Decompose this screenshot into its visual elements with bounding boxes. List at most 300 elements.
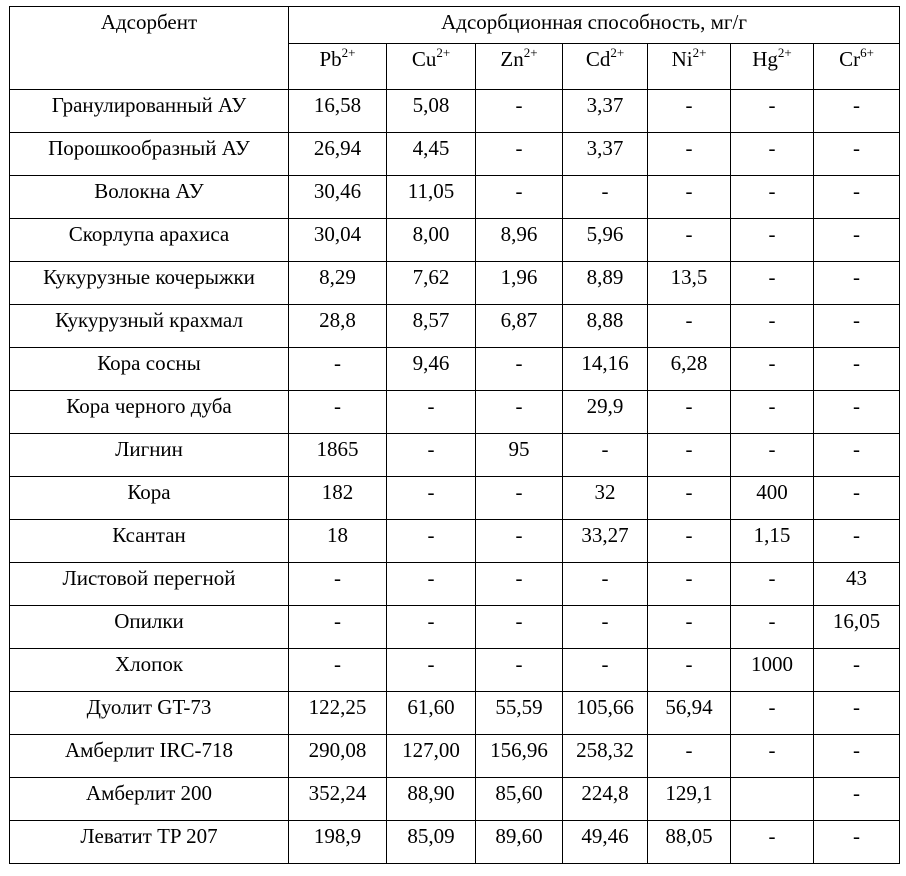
table-row: [10, 262, 900, 305]
capacity-value: 8,29: [319, 265, 356, 289]
value-cell: [289, 649, 387, 692]
capacity-value: 9,46: [412, 351, 450, 375]
ion-label: [816, 44, 897, 74]
value-cell: [814, 133, 900, 176]
capacity-value: -: [768, 824, 776, 848]
ion-charge: 2+: [436, 45, 451, 60]
adsorbent-name-cell: [10, 477, 289, 520]
value-cell: [476, 821, 563, 864]
capacity-value: -: [685, 136, 693, 160]
value-cell: [563, 735, 648, 778]
capacity-value: -: [515, 136, 523, 160]
adsorbent-name-cell: [10, 563, 289, 606]
value-cell: [814, 520, 900, 563]
ion-charge: 2+: [692, 45, 707, 60]
header-row: [10, 7, 900, 44]
value-cell: [476, 176, 563, 219]
capacity-value: -: [515, 480, 523, 504]
ion-symbol: Ni: [671, 47, 693, 71]
value-cell: [731, 348, 814, 391]
value-cell: [814, 90, 900, 133]
capacity-value: -: [853, 179, 861, 203]
capacity-value: -: [853, 695, 861, 719]
capacity-value: 11,05: [407, 179, 455, 203]
value-cell: [289, 176, 387, 219]
capacity-value: 127,00: [402, 738, 460, 762]
value-cell: [563, 649, 648, 692]
value-cell: [289, 778, 387, 821]
capacity-value: -: [685, 93, 693, 117]
value-cell: [731, 563, 814, 606]
value-cell: [476, 305, 563, 348]
value-cell: [387, 305, 476, 348]
value-cell: [563, 477, 648, 520]
value-cell: [814, 176, 900, 219]
value-cell: [814, 563, 900, 606]
capacity-value: -: [768, 394, 776, 418]
adsorbent-name: Кукурузный крахмал: [55, 308, 243, 332]
adsorbent-name: Амберлит 200: [85, 781, 213, 805]
capacity-value: 8,89: [586, 265, 624, 289]
capacity-value: -: [853, 523, 861, 547]
adsorbent-name-cell: [10, 219, 289, 262]
capacity-value: -: [334, 394, 341, 418]
ion-label: [565, 44, 645, 74]
capacity-value: -: [601, 566, 609, 590]
capacity-value: -: [685, 308, 693, 332]
value-cell: [648, 606, 731, 649]
ion-symbol: Cr: [839, 47, 861, 71]
value-cell: [289, 477, 387, 520]
capacity-value: 7,62: [412, 265, 450, 289]
value-cell: [648, 692, 731, 735]
capacity-value: -: [768, 179, 776, 203]
capacity-value: -: [685, 609, 693, 633]
adsorbent-name: Опилки: [114, 609, 184, 633]
value-cell: [476, 649, 563, 692]
value-cell: [387, 778, 476, 821]
value-cell: [289, 348, 387, 391]
value-cell: [563, 563, 648, 606]
adsorbent-name: Порошкообразный АУ: [48, 136, 250, 160]
capacity-value: -: [515, 351, 523, 375]
value-cell: [648, 133, 731, 176]
ion-header-cell: [563, 44, 648, 90]
capacity-value: 56,94: [665, 695, 713, 719]
capacity-value: -: [685, 222, 693, 246]
capacity-value: 6,28: [670, 351, 708, 375]
value-cell: [731, 520, 814, 563]
capacity-value: -: [768, 738, 776, 762]
ion-symbol: Hg: [752, 47, 778, 71]
table-row: [10, 606, 900, 649]
value-cell: [648, 90, 731, 133]
value-cell: [387, 219, 476, 262]
adsorbent-name-cell: [10, 649, 289, 692]
capacity-value: 43: [846, 566, 868, 590]
capacity-value: -: [601, 179, 609, 203]
adsorbent-name: Волокна АУ: [94, 179, 204, 203]
capacity-value: -: [768, 695, 776, 719]
value-cell: [476, 778, 563, 821]
table-row: [10, 90, 900, 133]
value-cell: [648, 735, 731, 778]
adsorbent-name-cell: [10, 606, 289, 649]
capacity-value: 129,1: [665, 781, 713, 805]
capacity-value: 88,90: [407, 781, 455, 805]
capacity-value: -: [853, 394, 861, 418]
capacity-value: 122,25: [308, 695, 367, 719]
capacity-value: 30,46: [313, 179, 362, 203]
capacity-value: -: [768, 566, 776, 590]
value-cell: [563, 305, 648, 348]
capacity-value: 1000: [751, 652, 793, 676]
value-cell: [476, 692, 563, 735]
capacity-value: -: [515, 179, 523, 203]
value-cell: [476, 563, 563, 606]
capacity-value: -: [601, 652, 609, 676]
value-cell: [648, 262, 731, 305]
capacity-value: 14,16: [581, 351, 629, 375]
value-cell: [387, 348, 476, 391]
ion-charge: 6+: [860, 45, 874, 60]
value-cell: [563, 821, 648, 864]
capacity-value: -: [685, 652, 693, 676]
adsorbent-name-cell: [10, 692, 289, 735]
ion-charge: 2+: [777, 45, 792, 60]
value-cell: [289, 606, 387, 649]
ion-label: [291, 44, 384, 74]
value-cell: [289, 692, 387, 735]
capacity-value: -: [601, 437, 609, 461]
ion-symbol: Zn: [500, 47, 524, 71]
value-cell: [731, 735, 814, 778]
capacity-value: 89,60: [495, 824, 543, 848]
table-row: [10, 692, 900, 735]
capacity-value: 3,37: [586, 136, 624, 160]
value-cell: [563, 90, 648, 133]
value-cell: [563, 133, 648, 176]
capacity-value: -: [768, 222, 776, 246]
capacity-value: -: [685, 394, 693, 418]
value-cell: [814, 391, 900, 434]
capacity-value: 156,96: [490, 738, 548, 762]
capacity-value: 16,58: [313, 93, 362, 117]
capacity-value: 6,87: [500, 308, 538, 332]
table-row: [10, 434, 900, 477]
capacity-value: -: [515, 652, 523, 676]
capacity-value: -: [768, 351, 776, 375]
capacity-value: 198,9: [313, 824, 362, 848]
capacity-value: 352,24: [308, 781, 367, 805]
value-cell: [289, 821, 387, 864]
capacity-value: 85,09: [407, 824, 455, 848]
value-cell: [814, 606, 900, 649]
value-cell: [563, 434, 648, 477]
capacity-value: -: [768, 437, 776, 461]
value-cell: [731, 219, 814, 262]
value-cell: [648, 434, 731, 477]
capacity-value: 1865: [316, 437, 359, 461]
adsorbent-name-cell: [10, 391, 289, 434]
table-row: [10, 563, 900, 606]
capacity-value: 28,8: [319, 308, 356, 332]
capacity-value: -: [427, 523, 435, 547]
value-cell: [387, 434, 476, 477]
adsorbent-name: Гранулированный АУ: [51, 93, 247, 117]
adsorbent-name: Хлопок: [114, 652, 184, 676]
adsorbent-name: Ксантан: [112, 523, 186, 547]
capacity-value: -: [853, 93, 861, 117]
capacity-value: -: [515, 523, 523, 547]
value-cell: [648, 305, 731, 348]
value-cell: [648, 520, 731, 563]
adsorbent-name: Кукурузные кочерыжки: [43, 265, 255, 289]
capacity-value: -: [853, 652, 861, 676]
capacity-value: 85,60: [495, 781, 543, 805]
value-cell: [731, 778, 814, 821]
ion-label: [389, 44, 473, 74]
value-cell: [289, 219, 387, 262]
value-cell: [289, 90, 387, 133]
adsorbent-name: Кора: [127, 480, 171, 504]
value-cell: [289, 563, 387, 606]
capacity-value: -: [853, 480, 861, 504]
value-cell: [476, 391, 563, 434]
capacity-value: -: [601, 609, 609, 633]
table-row: [10, 391, 900, 434]
adsorbent-name: Дуолит GT-73: [86, 695, 212, 719]
value-cell: [648, 391, 731, 434]
capacity-value: -: [427, 652, 435, 676]
adsorbent-name-cell: [10, 778, 289, 821]
table-row: [10, 649, 900, 692]
adsorbent-name-cell: [10, 348, 289, 391]
table-row: [10, 735, 900, 778]
capacity-value: 88,05: [665, 824, 713, 848]
value-cell: [814, 735, 900, 778]
adsorption-capacity-table: [9, 6, 900, 864]
ion-label: [650, 44, 728, 74]
capacity-value: -: [515, 93, 523, 117]
capacity-value: -: [334, 351, 341, 375]
capacity-value: -: [427, 394, 435, 418]
value-cell: [387, 563, 476, 606]
value-cell: [289, 305, 387, 348]
adsorbent-name-cell: [10, 735, 289, 778]
value-cell: [731, 821, 814, 864]
capacity-value: [733, 778, 811, 781]
value-cell: [731, 477, 814, 520]
adsorbent-name: Кора черного дуба: [66, 394, 232, 418]
adsorbent-name-cell: [10, 434, 289, 477]
capacity-value: 8,57: [412, 308, 450, 332]
capacity-value: 8,88: [586, 308, 624, 332]
capacity-value: -: [853, 824, 861, 848]
value-cell: [814, 305, 900, 348]
capacity-value: -: [853, 437, 861, 461]
capacity-value: -: [853, 222, 861, 246]
capacity-value: 26,94: [313, 136, 362, 160]
value-cell: [387, 90, 476, 133]
capacity-value: -: [853, 781, 861, 805]
ion-header-cell: [476, 44, 563, 90]
ion-header-cell: [289, 44, 387, 90]
value-cell: [563, 778, 648, 821]
value-cell: [731, 305, 814, 348]
value-cell: [563, 391, 648, 434]
value-cell: [648, 563, 731, 606]
table-row: [10, 133, 900, 176]
capacity-value: 182: [321, 480, 354, 504]
value-cell: [814, 219, 900, 262]
value-cell: [476, 133, 563, 176]
capacity-value: 32: [594, 480, 616, 504]
value-cell: [387, 262, 476, 305]
capacity-value: 29,9: [586, 394, 624, 418]
ion-header-cell: [648, 44, 731, 90]
value-cell: [563, 520, 648, 563]
capacity-value: 8,96: [500, 222, 538, 246]
ion-header-cell: [387, 44, 476, 90]
capacity-value: -: [685, 480, 693, 504]
ion-header-cell: [731, 44, 814, 90]
value-cell: [563, 348, 648, 391]
value-cell: [476, 520, 563, 563]
table-row: [10, 305, 900, 348]
ion-label: [733, 44, 811, 74]
value-cell: [387, 735, 476, 778]
capacity-value: -: [853, 136, 861, 160]
value-cell: [476, 219, 563, 262]
capacity-value: -: [515, 566, 523, 590]
table-row: [10, 176, 900, 219]
value-cell: [387, 391, 476, 434]
capacity-value: 33,27: [581, 523, 629, 547]
value-cell: [387, 606, 476, 649]
value-cell: [387, 133, 476, 176]
capacity-value: 4,45: [412, 136, 450, 160]
value-cell: [814, 477, 900, 520]
value-cell: [387, 520, 476, 563]
value-cell: [731, 133, 814, 176]
table-row: [10, 821, 900, 864]
capacity-value: -: [427, 566, 435, 590]
ion-charge: 2+: [341, 45, 356, 60]
capacity-value: 3,37: [586, 93, 624, 117]
value-cell: [387, 649, 476, 692]
capacity-value: -: [768, 609, 776, 633]
adsorbent-name: Леватит TP 207: [80, 824, 218, 848]
capacity-value: -: [334, 652, 341, 676]
adsorbent-name: Лигнин: [115, 437, 183, 461]
capacity-value: -: [768, 265, 776, 289]
value-cell: [289, 262, 387, 305]
capacity-value: -: [685, 566, 693, 590]
adsorbent-name-cell: [10, 821, 289, 864]
value-cell: [648, 649, 731, 692]
value-cell: [648, 821, 731, 864]
value-cell: [731, 391, 814, 434]
value-cell: [476, 477, 563, 520]
capacity-value: -: [427, 437, 435, 461]
ion-symbol: Cd: [585, 47, 611, 71]
table-row: [10, 348, 900, 391]
capacity-value: -: [515, 609, 523, 633]
adsorbent-name-cell: [10, 176, 289, 219]
value-cell: [387, 821, 476, 864]
capacity-value: 5,08: [412, 93, 450, 117]
adsorbent-name-cell: [10, 262, 289, 305]
ion-charge: 2+: [523, 45, 538, 60]
capacity-value: 290,08: [308, 738, 367, 762]
capacity-value: -: [768, 93, 776, 117]
value-cell: [476, 348, 563, 391]
value-cell: [387, 176, 476, 219]
adsorbent-name-cell: [10, 305, 289, 348]
value-cell: [731, 434, 814, 477]
value-cell: [731, 606, 814, 649]
value-cell: [387, 477, 476, 520]
value-cell: [476, 434, 563, 477]
value-cell: [648, 348, 731, 391]
value-cell: [731, 262, 814, 305]
header-capacity-label: Адсорбционная способность, мг/г: [441, 10, 747, 34]
capacity-value: -: [853, 351, 861, 375]
header-adsorbent-label: Адсорбент: [100, 10, 198, 34]
capacity-value: 400: [756, 480, 788, 504]
capacity-value: 61,60: [407, 695, 455, 719]
value-cell: [476, 735, 563, 778]
value-cell: [476, 606, 563, 649]
capacity-value: -: [853, 738, 861, 762]
capacity-value: 95: [508, 437, 530, 461]
capacity-value: -: [685, 523, 693, 547]
value-cell: [563, 219, 648, 262]
adsorbent-name: Кора сосны: [97, 351, 201, 375]
value-cell: [563, 606, 648, 649]
adsorbent-name: Листовой перегной: [62, 566, 236, 590]
capacity-value: 16,05: [832, 609, 881, 633]
capacity-value: -: [768, 308, 776, 332]
capacity-value: -: [685, 738, 693, 762]
adsorbent-name: Амберлит IRC-718: [64, 738, 234, 762]
capacity-value: -: [515, 394, 523, 418]
table-row: [10, 778, 900, 821]
capacity-value: -: [427, 609, 435, 633]
value-cell: [648, 176, 731, 219]
value-cell: [476, 90, 563, 133]
capacity-value: 18: [327, 523, 348, 547]
value-cell: [289, 133, 387, 176]
value-cell: [731, 692, 814, 735]
table-row: [10, 219, 900, 262]
value-cell: [814, 434, 900, 477]
capacity-value: 55,59: [495, 695, 543, 719]
value-cell: [648, 477, 731, 520]
value-cell: [731, 90, 814, 133]
capacity-value: 258,32: [576, 738, 634, 762]
capacity-value: -: [853, 265, 861, 289]
capacity-value: -: [427, 480, 435, 504]
table-row: [10, 477, 900, 520]
header-adsorbent-cell: [10, 7, 289, 90]
value-cell: [648, 219, 731, 262]
value-cell: [814, 778, 900, 821]
value-cell: [476, 262, 563, 305]
value-cell: [648, 778, 731, 821]
adsorbent-name-cell: [10, 520, 289, 563]
